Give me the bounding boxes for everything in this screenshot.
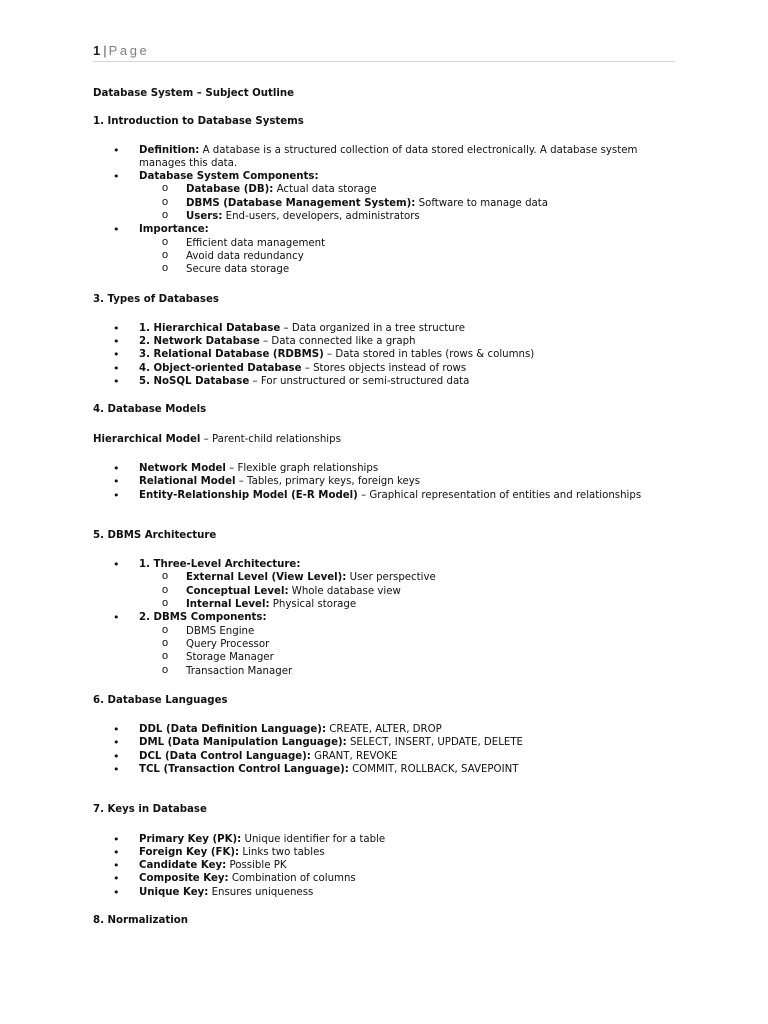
sub-list-item: o Avoid data redundancy <box>93 250 675 263</box>
term: DDL (Data Definition Language): <box>139 724 327 736</box>
description: Combination of columns <box>228 873 356 885</box>
list-item <box>93 846 675 859</box>
header-separator: | <box>103 43 107 58</box>
list-item <box>93 750 675 763</box>
description: Software to manage data <box>415 197 549 209</box>
list-item <box>93 462 675 475</box>
page-number: 1 <box>93 43 101 58</box>
sub-list-item: o DBMS Engine <box>93 625 675 638</box>
page-header <box>93 44 675 62</box>
list-item <box>93 886 675 899</box>
term: Foreign Key (FK): <box>139 846 240 858</box>
section-heading-architecture: 5. DBMS Architecture <box>93 529 217 541</box>
term: 2. Network Database <box>139 336 260 348</box>
description: Unique identifier for a table <box>241 833 386 845</box>
term: External Level (View Level): <box>186 572 347 584</box>
term: 1. Hierarchical Database <box>139 322 281 334</box>
section-heading-languages: 6. Database Languages <box>93 694 228 706</box>
list-item <box>93 375 675 388</box>
term: Hierarchical Model <box>93 433 201 445</box>
term: Definition: <box>139 144 200 156</box>
architecture-list <box>93 558 675 678</box>
document-body <box>93 86 675 927</box>
list-item <box>93 859 675 872</box>
description: – Data connected like a graph <box>259 336 416 348</box>
description: Actual data storage <box>273 184 377 196</box>
description: – Flexible graph relationships <box>225 462 379 474</box>
section-heading-keys: 7. Keys in Database <box>93 804 207 816</box>
term: Primary Key (PK): <box>139 833 242 845</box>
sub-list-item: o Secure data storage <box>93 263 675 276</box>
description: Possible PK <box>226 860 287 872</box>
list-item <box>93 223 675 236</box>
description: – Stores objects instead of rows <box>301 362 467 374</box>
description: Links two tables <box>239 846 325 858</box>
sub-list-item <box>93 183 675 196</box>
list-item <box>93 335 675 348</box>
description: User perspective <box>346 572 436 584</box>
description: COMMIT, ROLLBACK, SAVEPOINT <box>348 763 519 775</box>
list-item <box>93 348 675 361</box>
term: Internal Level: <box>186 599 270 611</box>
description: – Parent-child relationships <box>200 433 341 445</box>
sub-list-item: o Storage Manager <box>93 651 675 664</box>
list-item <box>93 872 675 885</box>
term: 1. Three-Level Architecture: <box>139 559 301 571</box>
term: 5. NoSQL Database <box>139 376 250 388</box>
description: – Data stored in tables (rows & columns) <box>323 349 535 361</box>
term: DCL (Data Control Language): <box>139 750 311 762</box>
sub-list-item: o Efficient data management <box>93 237 675 250</box>
term: Importance: <box>139 224 209 236</box>
document-title: Database System – Subject Outline <box>93 88 295 99</box>
section-heading-types: 3. Types of Databases <box>93 293 219 305</box>
description: A database is a structured collection of data stored electronically. A database system manages this data. <box>139 144 638 169</box>
introduction-list <box>93 144 675 277</box>
section-heading-models: 4. Database Models <box>93 404 207 416</box>
sub-list-item <box>93 571 675 584</box>
term: TCL (Transaction Control Language): <box>139 763 349 775</box>
term: Entity-Relationship Model (E-R Model) <box>139 489 358 501</box>
description: SELECT, INSERT, UPDATE, DELETE <box>346 737 523 749</box>
list-item <box>93 763 675 776</box>
term: Database (DB): <box>186 184 274 196</box>
term: Composite Key: <box>139 873 229 885</box>
description: Physical storage <box>269 599 357 611</box>
sub-list-item <box>93 598 675 611</box>
list-item <box>93 558 675 571</box>
list-item <box>93 611 675 624</box>
term: Unique Key: <box>139 886 209 898</box>
page-label: Page <box>108 43 150 58</box>
list-item <box>93 362 675 375</box>
term: DML (Data Manipulation Language): <box>139 737 347 749</box>
sub-list-item: o Transaction Manager <box>93 665 675 678</box>
list-item <box>93 833 675 846</box>
models-list <box>93 462 675 502</box>
term: 3. Relational Database (RDBMS) <box>139 349 324 361</box>
list-item <box>93 170 675 183</box>
term: 4. Object-oriented Database <box>139 362 302 374</box>
list-item <box>93 489 675 502</box>
list-item <box>93 736 675 749</box>
keys-list <box>93 833 675 899</box>
languages-list <box>93 723 675 776</box>
paragraph <box>93 433 675 446</box>
description: CREATE, ALTER, DROP <box>326 724 442 736</box>
term: DBMS (Database Management System): <box>186 197 416 209</box>
term: 2. DBMS Components: <box>139 612 267 624</box>
term: Candidate Key: <box>139 860 227 872</box>
term: Relational Model <box>139 476 236 488</box>
description: – Graphical representation of entities and relationships <box>357 489 642 501</box>
sub-list-item <box>93 585 675 598</box>
description: End-users, developers, administrators <box>222 211 420 223</box>
description: – For unstructured or semi-structured data <box>249 376 470 388</box>
section-heading-introduction: 1. Introduction to Database Systems <box>93 116 304 128</box>
description: – Tables, primary keys, foreign keys <box>235 476 421 488</box>
list-item <box>93 322 675 335</box>
section-heading-normalization: 8. Normalization <box>93 915 188 927</box>
term: Users: <box>186 211 223 223</box>
description: – Data organized in a tree structure <box>280 322 465 334</box>
term: Network Model <box>139 462 226 474</box>
sub-list-item <box>93 197 675 210</box>
description: GRANT, REVOKE <box>310 750 398 762</box>
term: Database System Components: <box>139 171 319 183</box>
list-item <box>93 475 675 488</box>
description: Whole database view <box>288 585 401 597</box>
sub-list-item <box>93 210 675 223</box>
list-item <box>93 144 675 171</box>
sub-list-item: o Query Processor <box>93 638 675 651</box>
types-list <box>93 322 675 388</box>
description: Ensures uniqueness <box>208 886 314 898</box>
list-item <box>93 723 675 736</box>
term: Conceptual Level: <box>186 585 289 597</box>
